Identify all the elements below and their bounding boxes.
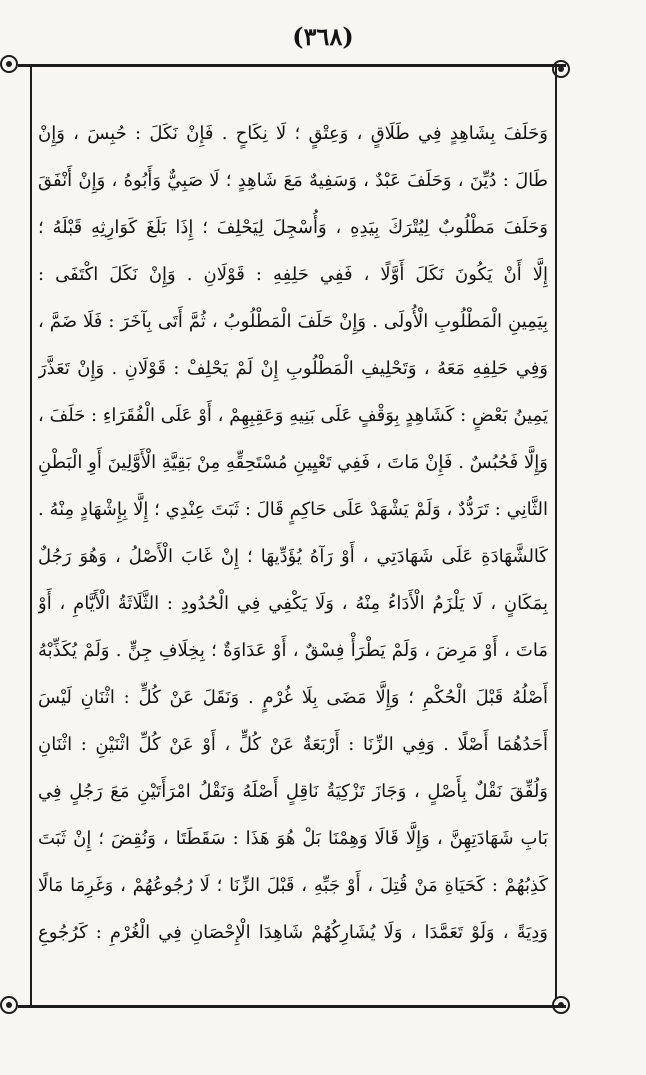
- text-line: مَاتَ ، أَوْ مَرِضَ ، وَلَمْ يَطْرَأْ فِسْقٌ ، أَوْ عَدَاوَةٌ ؛ بِخِلَافِ جِنٍّ . وَلَمْ يُكَذِّبْهُ: [38, 640, 548, 661]
- text-line: بِمَكَانٍ ، لَا يَلْزَمُ الْأَدَاءُ مِنْهُ ، وَلَا يَكْفِي فِي الْحُدُودِ : الثَّلَاثَةُ الْأَيَّامِ ، أَوْ: [38, 593, 548, 614]
- text-line: الثَّانِي : تَرَدُّدٌ ، وَلَمْ يَشْهَدْ عَلَى حَاكِمٍ قَالَ : ثَبَتَ عِنْدِي ؛ إِلَّا بِإِشْهَادٍ مِنْهُ .: [38, 499, 548, 520]
- text-line: يَمِينُ بَعْضٍ : كَشَاهِدٍ بِوَقْفٍ عَلَى بَنِيهِ وَعَقِبِهِمْ ، أَوْ عَلَى الْفُقَرَاءِ : حَلَفَ ،: [38, 405, 548, 426]
- ornament-bottom-left: [0, 996, 18, 1014]
- bottom-rule: [18, 1005, 566, 1008]
- text-line: بَابِ شَهَادَتِهِنَّ ، وَإِلَّا قَالَا وَهِمْنَا بَلْ هُوَ هَذَا : سَقَطَتَا ، وَنُقِضَ ؛ إِنْ ثَبَتَ: [38, 828, 548, 849]
- frame-left-border: [30, 66, 32, 1006]
- text-line: وَلُفِّقَ نَقْلٌ بِأَصْلٍ ، وَجَازَ تَزْكِيَةُ نَاقِلٍ أَصْلَهُ وَنَقْلُ امْرَأَتَيْنِ مَعَ رَجُلٍ فِي: [38, 781, 548, 802]
- frame-right-border: [555, 66, 557, 1006]
- text-line: طَالَ : دُيِّنَ ، وَحَلَفَ عَبْدٌ ، وَسَفِيهٌ مَعَ شَاهِدٍ ؛ لَا صَبِيٌّ وَأَبُوهُ ، وَإِنْ أَنْفَقَ: [38, 170, 548, 191]
- text-line: وَحَلَفَ مَطْلُوبٌ لِيُتْرَكَ بِيَدِهِ ، وَأُسْجِلَ لِيَحْلِفَ ؛ إِذَا بَلَغَ كَوَارِثِهِ قَبْلَهُ ؛: [38, 217, 548, 238]
- text-line: كَالشَّهَادَةِ عَلَى شَهَادَتِي ، أَوْ رَآهُ يُؤَدِّيهَا ؛ إِنْ غَابَ الْأَصْلُ ، وَهُوَ رَجُلٌ: [38, 546, 548, 567]
- text-line: وَفِي حَلِفِهِ مَعَهُ ، وَتَحْلِيفِ الْمَطْلُوبِ إِنْ لَمْ يَحْلِفْ : قَوْلَانِ . وَإِنْ تَعَذَّرَ: [38, 358, 548, 379]
- text-line: إِلَّا أَنْ يَكُونَ نَكَلَ أَوَّلًا ، فَفِي حَلِفِهِ : قَوْلَانِ . وَإِنْ نَكَلَ اكْتَفَى :: [38, 264, 548, 285]
- text-line: كَذِبُهُمْ : كَحَيَاةِ مَنْ قُتِلَ ، أَوْ جَبِّهِ ، قَبْلَ الزِّنَا ؛ لَا رُجُوعُهُمْ ، وَغَرِمَا مَالًا: [38, 875, 548, 896]
- text-line: أَحَدُهُمَا أَصْلًا . وَفِي الزِّنَا : أَرْبَعَةٌ عَنْ كُلٍّ ، أَوْ عَنْ كُلِّ اثْنَيْنِ : اثْنَانِ: [38, 734, 548, 755]
- page-number: (٣٦٨): [292, 22, 354, 51]
- top-rule: [18, 64, 566, 67]
- text-line: أَصْلُهُ قَبْلَ الْحُكْمِ ؛ وَإِلَّا مَضَى بِلَا غُرْمٍ . وَنَقَلَ عَنْ كُلٍّ : اثْنَانِ لَيْسَ: [38, 687, 548, 708]
- ornament-top-left: [0, 55, 18, 73]
- text-line: وَإِلَّا فَحُبُسٌ . فَإِنْ مَاتَ ، فَفِي تَعْيِينِ مُسْتَحِقِّهِ مِنْ بَقِيَّةِ الْأَوَّلِينَ أَوِ الْبَطْنِ: [38, 452, 548, 473]
- text-line: بِيَمِينِ الْمَطْلُوبِ الْأُولَى . وَإِنْ حَلَفَ الْمَطْلُوبُ ، ثُمَّ أَتَى بِآخَرَ : فَلَا ضَمَّ ،: [38, 311, 548, 332]
- text-line: وَحَلَفَ بِشَاهِدٍ فِي طَلَاقٍ ، وَعِتْقٍ ؛ لَا نِكَاحٍ . فَإِنْ نَكَلَ : حُبِسَ ، وَإِنْ: [38, 123, 548, 144]
- body-text: [38, 110, 548, 956]
- text-line: وَدِيَةً ، وَلَوْ تَعَمَّدَا ، وَلَا يُشَارِكُهُمْ شَاهِدَا الْإِحْصَانِ فِي الْغُرْمِ : كَرُجُوعِ: [38, 922, 548, 943]
